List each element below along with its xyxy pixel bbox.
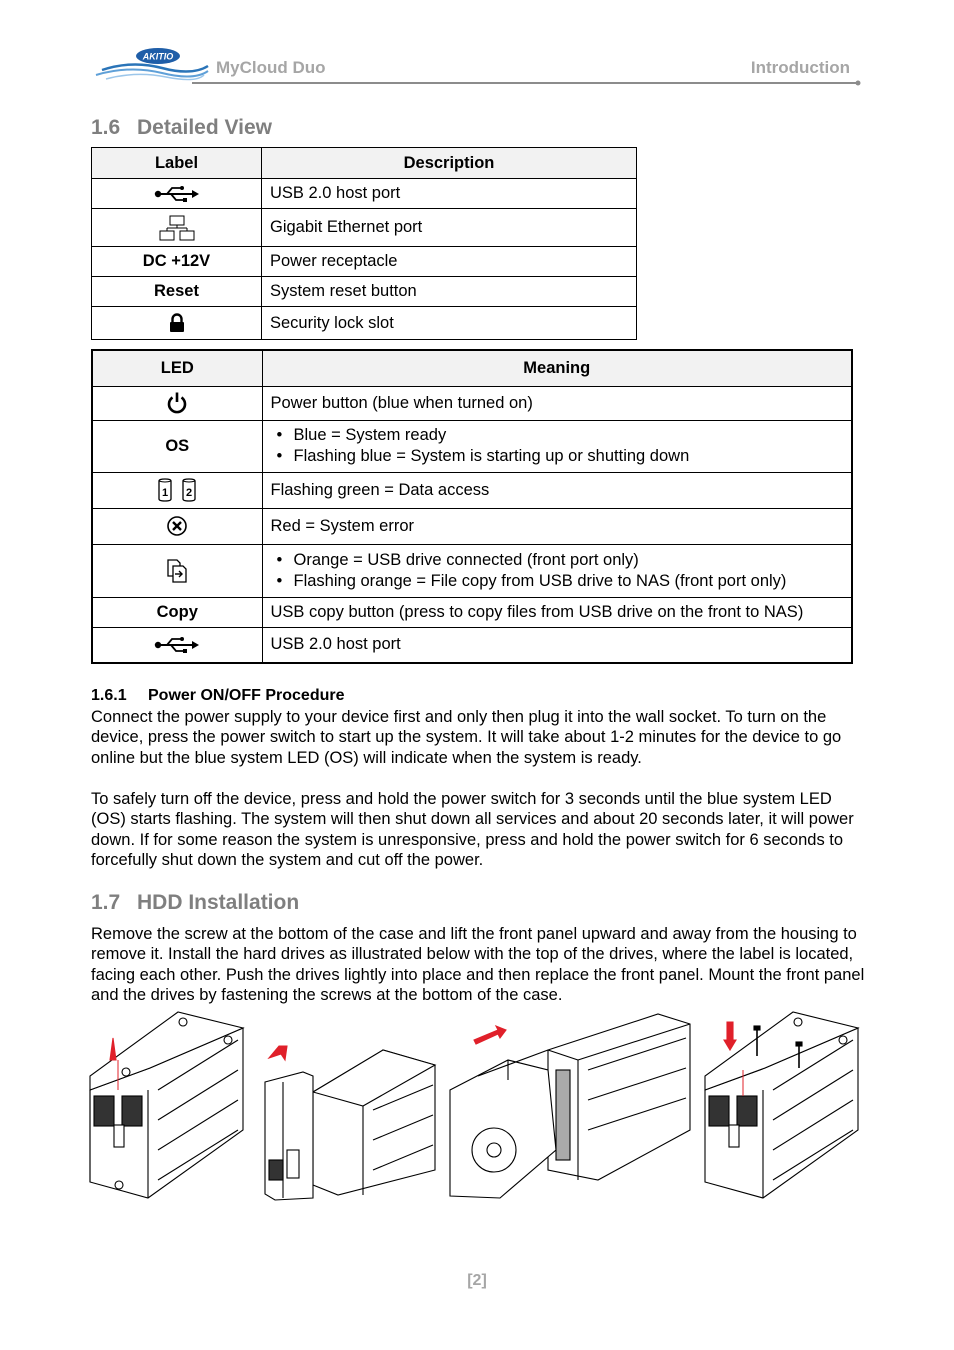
table-row — [92, 307, 637, 340]
hdd-icon — [156, 478, 198, 502]
svg-text:1: 1 — [162, 487, 169, 499]
paragraph: Remove the screw at the bottom of the case and lift the front panel upward and away from the housing to remove it. Install the hard drives as illustrated below with the top of the drives, where the label is located, facing each other. Push the drives lightly into place and then replace the front panel. Mount the front panel and the drives by fastening the screws at the bottom of the case. — [91, 925, 865, 1005]
header-rule — [92, 80, 862, 86]
column-header-label: Label — [92, 148, 262, 179]
table-row — [92, 597, 852, 627]
led-meaning-list — [271, 550, 844, 592]
column-header-led: LED — [92, 350, 262, 386]
hdd-installation-figures — [88, 1010, 863, 1205]
figure-lift-front-panel — [265, 1046, 435, 1200]
port-label: DC +12V — [92, 247, 262, 277]
table-row — [92, 247, 637, 277]
leds-table — [91, 349, 853, 664]
ports-table — [91, 147, 637, 340]
port-description: Security lock slot — [262, 307, 637, 340]
usb-copy-icon — [166, 559, 188, 583]
paragraph: Connect the power supply to your device first and only then plug it into the wall socket. To turn on the device, press the power switch to start up the system. It will take about 1-2 minutes for the device to go online but the blue system LED (OS) will indicate when the system is ready. — [91, 708, 842, 767]
section-heading-1-6: 1.6 Detailed View — [91, 116, 273, 139]
subsection-heading-1-6-1: 1.6.1 Power ON/OFF Procedure — [91, 687, 345, 704]
lock-icon — [169, 313, 185, 333]
led-label: Copy — [92, 597, 262, 627]
power-icon — [166, 391, 188, 415]
table-row — [92, 627, 852, 663]
usb-icon — [154, 186, 200, 202]
led-meaning: Flashing green = Data access — [262, 472, 852, 508]
table-row — [92, 179, 637, 209]
list-item: • Blue = System ready — [271, 425, 844, 446]
table-header-row — [92, 350, 852, 386]
port-description: USB 2.0 host port — [262, 179, 637, 209]
page-header — [92, 44, 862, 90]
arrow-up-icon — [269, 1046, 287, 1060]
arrow-up-icon — [110, 1038, 116, 1060]
table-header-row — [92, 148, 637, 179]
page-number: [2] — [467, 1272, 487, 1289]
table-row — [92, 420, 852, 472]
port-description: Gigabit Ethernet port — [262, 209, 637, 247]
arrow-right-icon — [474, 1026, 506, 1044]
list-item: • Orange = USB drive connected (front port only) — [271, 550, 844, 571]
error-icon — [166, 515, 188, 537]
table-row — [92, 472, 852, 508]
svg-text:2: 2 — [186, 487, 193, 499]
ethernet-icon — [158, 215, 196, 241]
led-meaning: Red = System error — [262, 508, 852, 544]
column-header-meaning: Meaning — [262, 350, 852, 386]
section-heading-1-7: 1.7 HDD Installation — [91, 891, 300, 914]
table-row — [92, 277, 637, 307]
list-item: • Flashing orange = File copy from USB drive to NAS (front port only) — [271, 571, 844, 592]
led-label: OS — [92, 420, 262, 472]
usb-icon — [154, 637, 200, 653]
led-meaning-list — [271, 425, 844, 467]
column-header-description: Description — [262, 148, 637, 179]
paragraph: To safely turn off the device, press and hold the power switch for 3 seconds until the blue system LED (OS) starts flashing. The system will then shut down all services and about 20 seconds later, it will power down. If for some reason the system is unresponsive, press and hold the power switch for 6 seconds to forcefully shut down the system and cut off the power. — [91, 790, 854, 870]
header-section: Introduction — [750, 58, 850, 77]
port-description: Power receptacle — [262, 247, 637, 277]
arrow-down-icon — [724, 1022, 736, 1050]
akitio-logo — [92, 44, 210, 84]
port-description: System reset button — [262, 277, 637, 307]
table-row — [92, 508, 852, 544]
led-meaning: USB copy button (press to copy files from USB drive on the front to NAS) — [262, 597, 852, 627]
figure-fasten-screws — [705, 1012, 858, 1198]
list-item: • Flashing blue = System is starting up or shutting down — [271, 446, 844, 467]
led-meaning: USB 2.0 host port — [262, 627, 852, 663]
led-meaning: Power button (blue when turned on) — [262, 386, 852, 420]
svg-text:AKITIO: AKITIO — [142, 51, 174, 62]
figure-remove-screw — [90, 1012, 243, 1198]
header-product: MyCloud Duo — [216, 58, 326, 77]
figure-install-drives — [450, 1014, 690, 1198]
table-row — [92, 544, 852, 597]
port-label: Reset — [92, 277, 262, 307]
table-row — [92, 386, 852, 420]
table-row — [92, 209, 637, 247]
